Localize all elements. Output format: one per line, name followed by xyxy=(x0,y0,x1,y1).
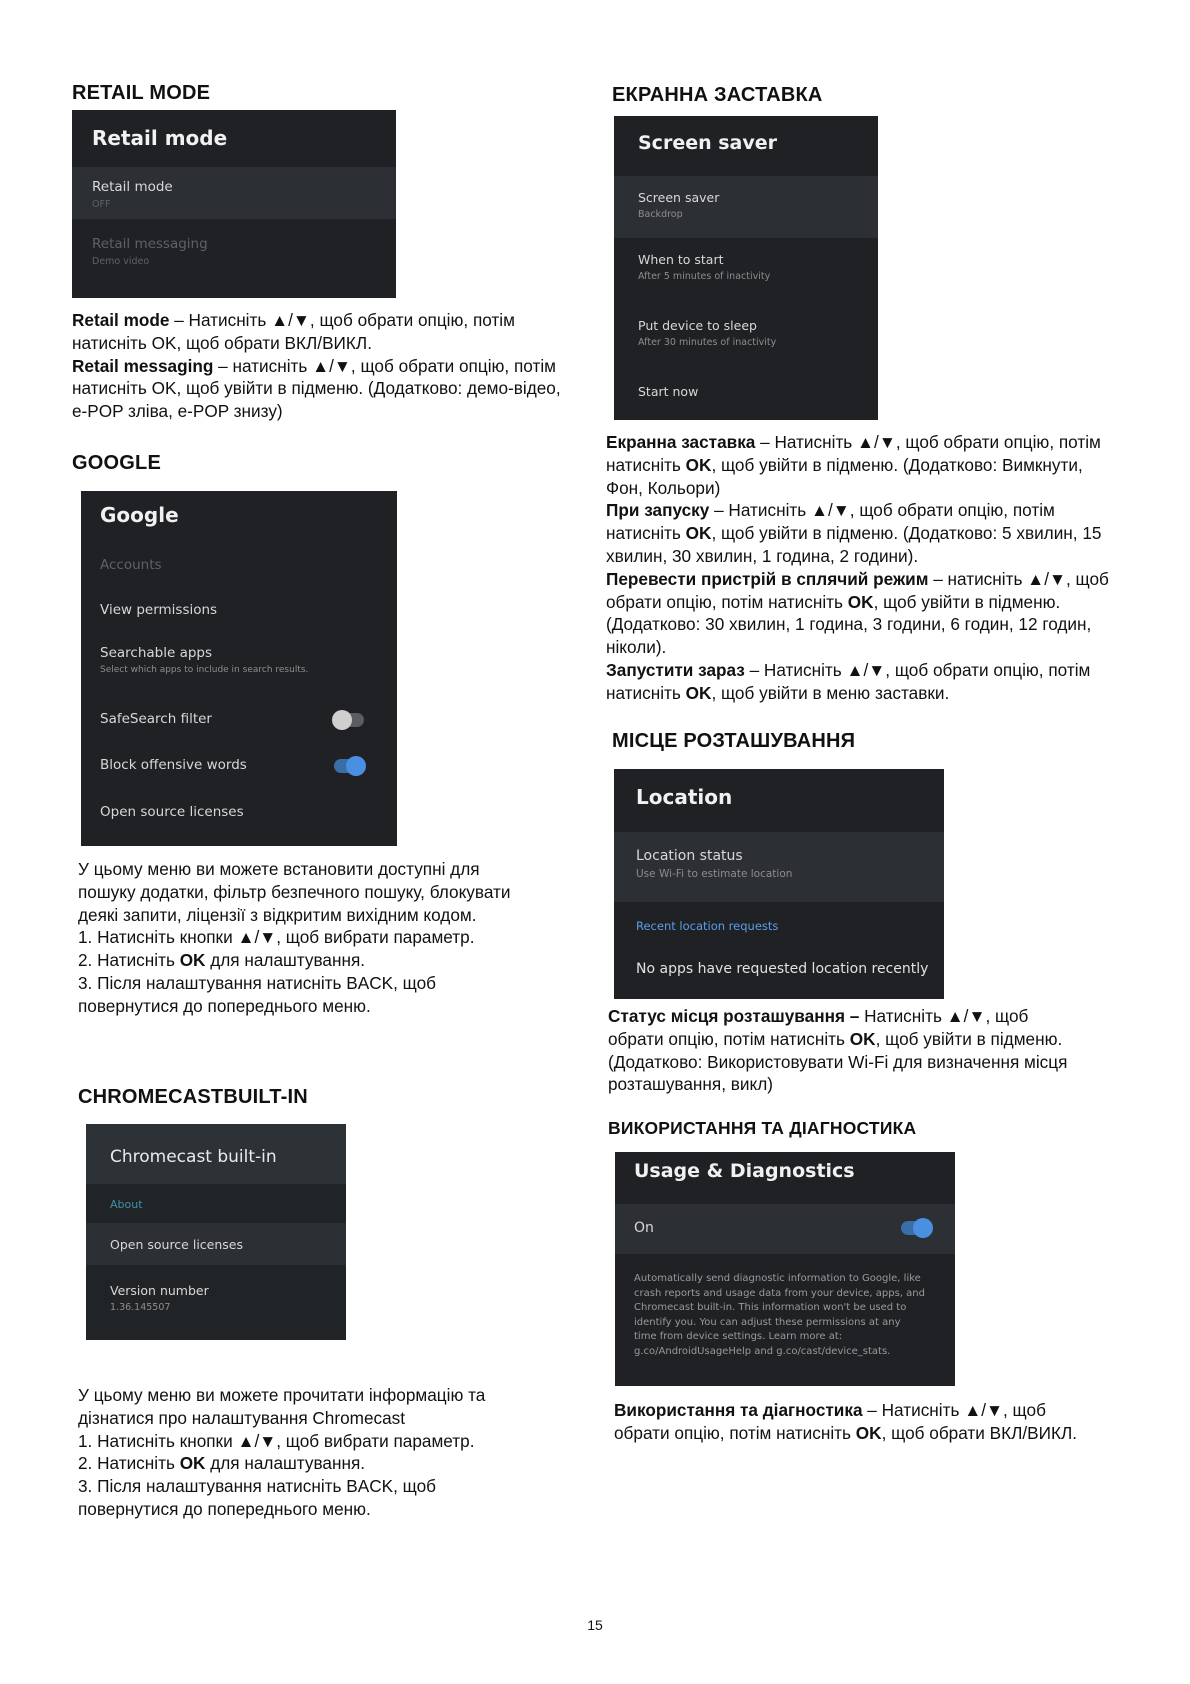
when-to-start-value: After 5 minutes of inactivity xyxy=(638,271,771,282)
google-safesearch-row[interactable] xyxy=(81,704,397,734)
chromecast-heading: CHROMECASTBUILT-IN xyxy=(78,1086,308,1108)
retail-heading: RETAIL MODE xyxy=(72,82,211,104)
searchable-apps-sub: Select which apps to include in search results. xyxy=(100,665,309,675)
device-sleep-value: After 30 minutes of inactivity xyxy=(638,337,777,348)
google-block-words-row[interactable] xyxy=(81,750,397,780)
usage-description: Використання та діагностика – Натисніть ▲/▼, щоб обрати опцію, потім натисніть OK, щоб обрати ВКЛ/ВИКЛ. xyxy=(614,1400,1078,1443)
screensaver-row[interactable] xyxy=(614,176,878,238)
retail-description: Retail mode – Натисніть ▲/▼, щоб обрати опцію, потім натисніть OK, щоб обрати ВКЛ/ВИКЛ. Retail messaging – натисніть ▲/▼, щоб обрати опцію, потім натисніть OK, щоб увійти в підменю. (Додатково: демо-відео, e-POP зліва, e-POP знизу) xyxy=(72,310,561,422)
location-status-row[interactable] xyxy=(614,832,944,902)
chromecast-version-row[interactable] xyxy=(86,1275,346,1323)
usage-diagnostics-screenshot xyxy=(615,1152,955,1386)
panel-title: Screen saver xyxy=(638,132,778,154)
when-to-start-row[interactable] xyxy=(614,240,878,300)
usage-toggle[interactable] xyxy=(901,1221,931,1235)
screensaver-screenshot xyxy=(614,116,878,420)
no-apps-row xyxy=(614,951,944,991)
google-heading: GOOGLE xyxy=(72,452,161,474)
google-open-source-row[interactable] xyxy=(81,797,397,827)
retail-mode-row[interactable] xyxy=(72,167,396,219)
usage-heading: ВИКОРИСТАННЯ ТА ДІАГНОСТИКА xyxy=(608,1118,917,1138)
panel-title: Usage & Diagnostics xyxy=(634,1160,855,1182)
google-accounts-row[interactable] xyxy=(81,550,397,580)
safesearch-label: SafeSearch filter xyxy=(100,711,212,727)
panel-title: Chromecast built-in xyxy=(110,1147,277,1167)
screensaver-heading: ЕКРАННА ЗАСТАВКА xyxy=(612,84,823,106)
version-label: Version number xyxy=(110,1283,209,1298)
google-description: У цьому меню ви можете встановити доступні для пошуку додатки, фільтр безпечного пошуку, блокувати деякі запити, ліцензії з відкритим вихідним кодом. 1. Натисніть кнопки ▲/▼, щоб вибрати параметр. 2. Натисніть OK для налаштування. 3. Після налаштування натисніть BACK, щоб повернутися до попереднього меню. xyxy=(78,859,511,1016)
usage-on-row[interactable] xyxy=(615,1204,955,1254)
device-sleep-label: Put device to sleep xyxy=(638,318,757,333)
safesearch-toggle[interactable] xyxy=(334,713,364,727)
open-source-label: Open source licenses xyxy=(100,804,244,820)
retail-messaging-row[interactable] xyxy=(72,230,396,282)
usage-description-text: Automatically send diagnostic information to Google, like crash reports and usage data from your device, apps, and Chromecast built-in. This information won't be used to identify you. You can adjust these permissions at any time from device settings. Learn more at: g.co/AndroidUsageHelp and g.co/cast/device_stats. xyxy=(634,1273,925,1357)
panel-title: Location xyxy=(636,785,733,809)
location-description: Статус місця розташування – Натисніть ▲/▼, щоб обрати опцію, потім натисніть OK, щоб увійти в підменю. (Додатково: Використовувати Wi-Fi для визначення місця розташування, викл) xyxy=(608,1006,1068,1095)
panel-title: Google xyxy=(100,503,179,527)
screensaver-description: Екранна заставка – Натисніть ▲/▼, щоб обрати опцію, потім натисніть OK, щоб увійти в підменю. (Додатково: Вимкнути, Фон, Кольори) При запуску – Натисніть ▲/▼, щоб обрати опцію, потім натисніть OK, щоб увійти в підменю. (Додатково: 5 хвилин, 15 хвилин, 30 хвилин, 1 година, 2 години). Перевести пристрій в сплячий режим – натисніть ▲/▼, щоб обрати опцію, потім натисніть OK, щоб увійти в підменю. (Додатково: 30 хвилин, 1 година, 3 години, 6 годин, 12 годин, ніколи). Запустити зараз – Натисніть ▲/▼, щоб обрати опцію, потім натисніть OK, щоб увійти в меню заставки. xyxy=(606,432,1109,703)
start-now-row[interactable] xyxy=(614,372,878,412)
accounts-label: Accounts xyxy=(100,557,162,573)
google-settings-screenshot xyxy=(81,491,397,846)
about-label: About xyxy=(110,1198,143,1211)
google-view-permissions-row[interactable] xyxy=(81,595,397,625)
location-heading: МІСЦЕ РОЗТАШУВАННЯ xyxy=(612,730,856,752)
screensaver-value: Backdrop xyxy=(638,209,683,220)
retail-mode-label: Retail mode xyxy=(92,179,173,195)
start-now-label: Start now xyxy=(638,384,699,399)
location-status-label: Location status xyxy=(636,848,743,864)
chromecast-description: У цьому меню ви можете прочитати інформацію та дізнатися про налаштування Chromecast 1. Натисніть кнопки ▲/▼, щоб вибрати параметр. 2. Натисніть OK для налаштування. 3. Після налаштування натисніть BACK, щоб повернутися до попереднього меню. xyxy=(78,1385,486,1519)
page-number: 15 xyxy=(587,1617,603,1633)
when-to-start-label: When to start xyxy=(638,252,724,267)
chromecast-screenshot xyxy=(86,1124,346,1340)
location-status-value: Use Wi-Fi to estimate location xyxy=(636,868,793,880)
screensaver-label: Screen saver xyxy=(638,190,720,205)
device-sleep-row[interactable] xyxy=(614,306,878,366)
retail-messaging-value: Demo video xyxy=(92,256,150,267)
searchable-apps-label: Searchable apps xyxy=(100,645,213,661)
view-permissions-label: View permissions xyxy=(100,602,218,618)
panel-title: Retail mode xyxy=(92,126,228,150)
recent-requests-row[interactable] xyxy=(614,911,944,941)
block-words-label: Block offensive words xyxy=(100,757,247,773)
usage-on-label: On xyxy=(634,1220,654,1236)
google-searchable-apps-row[interactable] xyxy=(81,641,397,683)
chromecast-about-row[interactable] xyxy=(86,1190,346,1218)
version-value: 1.36.145507 xyxy=(110,1302,171,1313)
no-apps-label: No apps have requested location recently xyxy=(636,961,929,977)
retail-mode-value: OFF xyxy=(92,199,111,210)
chromecast-open-source-row[interactable] xyxy=(86,1223,346,1265)
retail-messaging-label: Retail messaging xyxy=(92,236,208,252)
recent-requests-label: Recent location requests xyxy=(636,919,779,933)
block-words-toggle[interactable] xyxy=(334,759,364,773)
location-screenshot xyxy=(614,769,944,999)
retail-mode-screenshot xyxy=(72,110,396,298)
open-source-label: Open source licenses xyxy=(110,1237,243,1252)
